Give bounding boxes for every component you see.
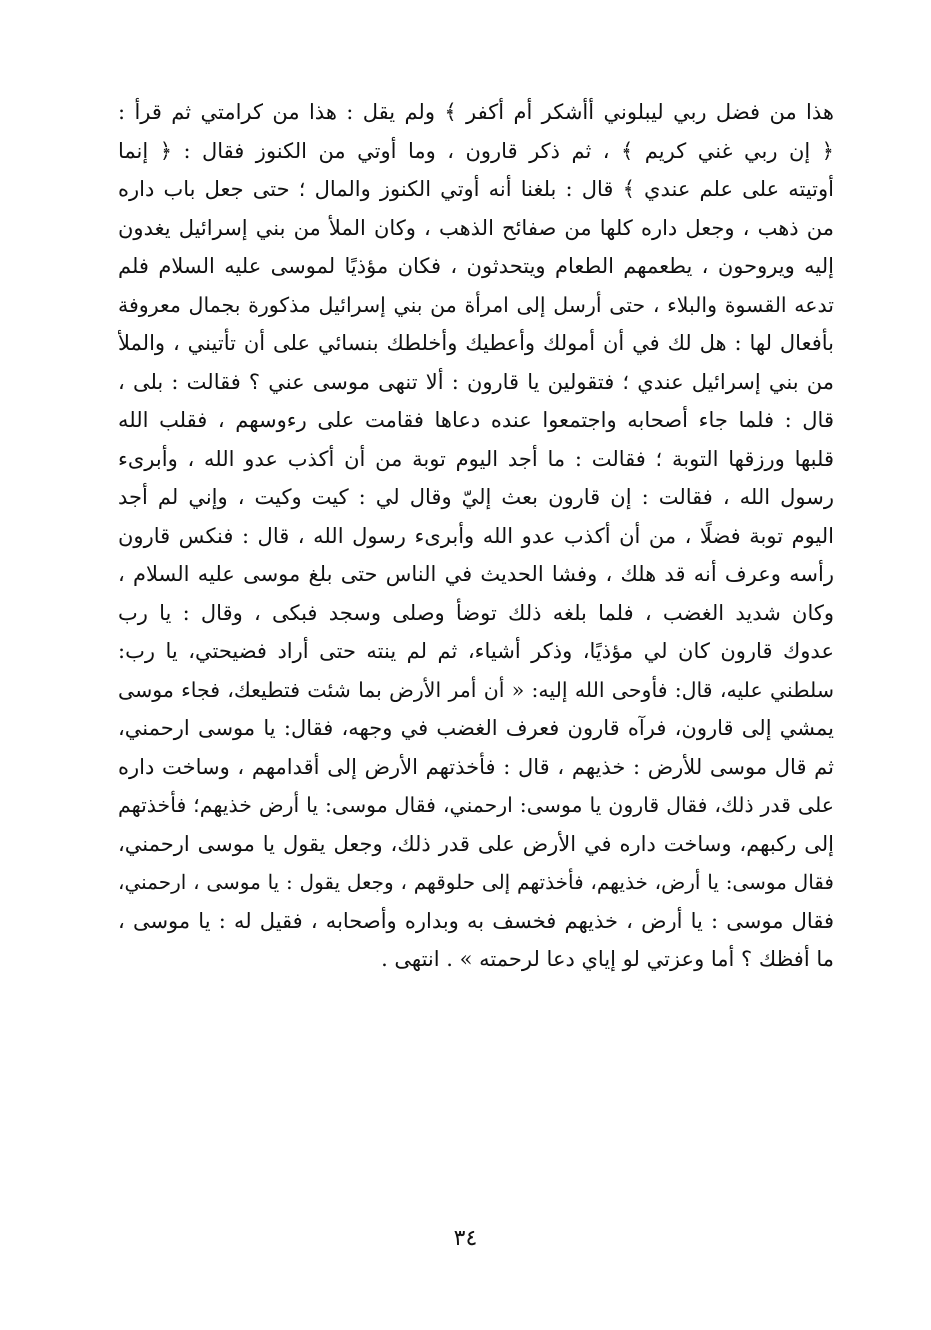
text-line: اليوم توبة فضلًا ، من أن أكذب عدو الله وأبرىء رسول الله ، قال : فنكس قارون — [118, 523, 834, 548]
text-line: عدوك قارون كان لي مؤذيًا، وذكر أشياء، ثم لم ينته حتى أراد فضيحتي، يا رب: — [118, 639, 834, 663]
text-line: يمشي إلى قارون، فرآه قارون فعرف الغضب في وجهه، فقال: يا موسى ارحمني، — [118, 716, 834, 740]
text-line: أوتيته على علم عندي ﴾ قال : بلغنا أنه أوتي الكنوز والمال ؛ حتى جعل باب داره — [118, 177, 834, 201]
text-line: وكان شديد الغضب ، فلما بلغه ذلك توضأ وصلى وسجد فبكى ، وقال : يا رب — [118, 600, 834, 625]
text-line: سلطني عليه، قال: فأوحى الله إليه: « أن أمر الأرض بما شئت فتطيعك، فجاء موسى — [118, 677, 834, 702]
text-line: على قدر ذلك، فقال قارون يا موسى: ارحمني، فقال موسى: يا أرض خذيهم؛ فأخذتهم — [118, 793, 834, 817]
text-line: هذا من فضل ربي ليبلوني أأشكر أم أكفر ﴾ ولم يقل : هذا من كرامتي ثم قرأ : — [118, 100, 834, 124]
text-line: من ذهب ، وجعل داره كلها من صفائح الذهب ، وكان الملأ من بني إسرائيل يغدون — [118, 215, 834, 240]
text-line: رأسه وعرف أنه قد هلك ، وفشا الحديث في الناس حتى بلغ موسى عليه السلام ، — [118, 562, 834, 586]
text-line: ثم قال موسى للأرض : خذيهم ، قال : فأخذتهم الأرض إلى أقدامهم ، وساخت داره — [118, 754, 834, 779]
text-line: فقال موسى : يا أرض ، خذيهم فخسف به وبداره وأصحابه ، فقيل له : يا موسى ، — [118, 908, 834, 933]
text-line: قلبها ورزقها التوبة ؛ فقالت : ما أجد اليوم توبة من أن أكذب عدو الله ، وأبرىء — [118, 446, 834, 471]
text-line: بأفعال لها : هل لك في أن أمولك وأعطيك وأخلطك بنسائي على أن تأتيني ، والملأ — [118, 331, 834, 355]
text-line: ﴿ إن ربي غني كريم ﴾ ، ثم ذكر قارون ، وما أوتي من الكنوز فقال : ﴿ إنما — [118, 138, 834, 163]
body-text — [118, 93, 834, 979]
text-line: رسول الله ، فقالت : إن قارون بعث إليّ وقال لي : كيت وكيت ، وإني لم أجد — [118, 485, 834, 509]
text-line: ما أفظك ؟ أما وعزتي لو إياي دعا لرحمته » . انتهى . — [381, 947, 834, 971]
text-line: تدعه القسوة والبلاء ، حتى أرسل إلى امرأة من بني إسرائيل مذكورة بجمال معروفة — [118, 292, 834, 317]
text-line: إلى ركبهم، وساخت داره في الأرض على قدر ذلك، وجعل يقول يا موسى ارحمني، — [118, 831, 834, 856]
text-line: فقال موسى: يا أرض، خذيهم، فأخذتهم إلى حلوقهم ، وجعل يقول : يا موسى ، ارحمني، — [118, 870, 834, 894]
text-line: من بني إسرائيل عندي ؛ فتقولين يا قارون : ألا تنهى موسى عني ؟ فقالت : بلى ، — [118, 369, 834, 394]
page-number: ٣٤ — [453, 1226, 478, 1251]
text-line: إليه ويروحون ، يطعمهم الطعام ويتحدثون ، فكان مؤذيًا لموسى عليه السلام فلم — [118, 254, 834, 278]
text-line: قال : فلما جاء أصحابه واجتمعوا عنده دعاها فقامت على رءوسهم ، فقلب الله — [118, 408, 834, 432]
